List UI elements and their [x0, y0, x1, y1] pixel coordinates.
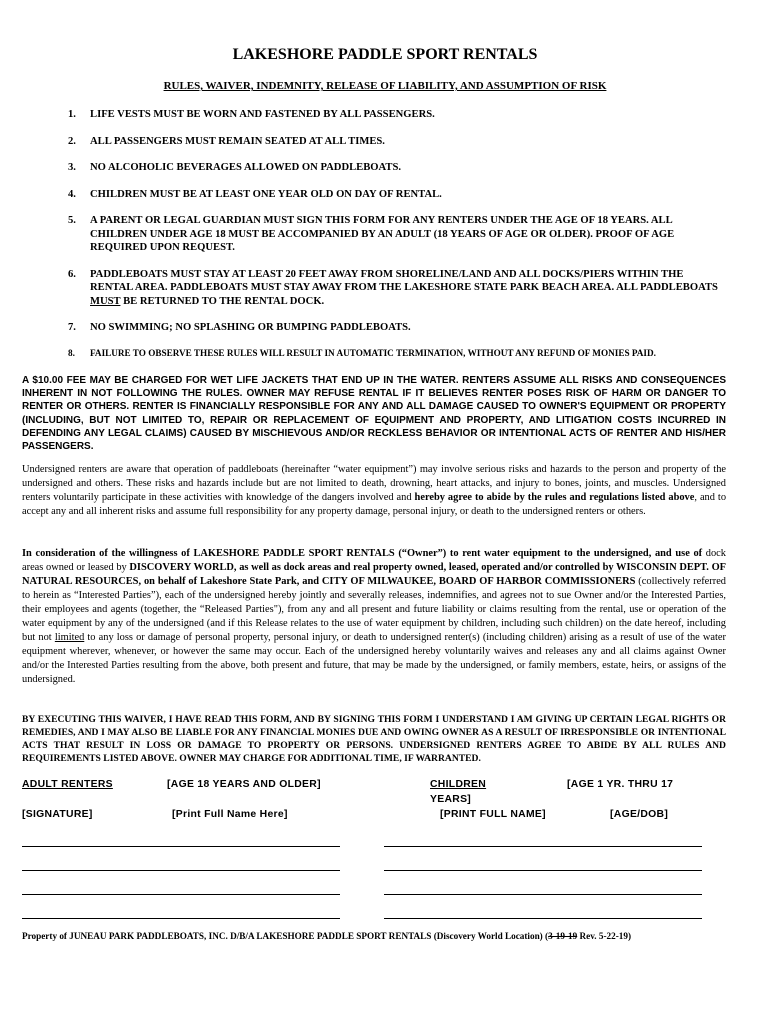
child-signature-line[interactable]	[384, 870, 702, 871]
rules-list	[68, 108, 728, 360]
rule-number: 2.	[68, 135, 76, 147]
rule-number: 4.	[68, 188, 76, 200]
rule-item	[68, 161, 728, 175]
adult-renters-label: ADULT RENTERS	[22, 779, 113, 790]
age-dob-column-label: [AGE/DOB]	[610, 809, 669, 820]
paragraph-text: Undersigned renters are aware that operation of paddleboats (hereinafter “water equipment”) may involve serious risks and hazards to the person and property of the undersigned and others. These risks and hazards include but are not limited to death, drowning, heart attacks, and injury to bones, joints, and muscles. Undersigned renters voluntarily participate in these activities with knowledge of the dangers involved and	[22, 464, 726, 503]
rule-number: 7.	[68, 322, 76, 333]
rule-text-part: BE RETURNED TO THE RENTAL DOCK.	[120, 295, 325, 307]
paragraph-emphasis: DISCOVERY WORLD, as well as dock areas and real property owned, leased, operated and/or controlled by WISCONSIN DEPT. OF NATURAL RESOURCES, on behalf of Lakeshore State Park, and CITY OF MILWAUKEE, BOARD OF HARBOR COMMISSIONERS	[22, 562, 726, 587]
signature-column-label: [SIGNATURE]	[22, 809, 93, 820]
rule-text-emphasis: MUST	[90, 295, 121, 307]
child-name-column-label: [PRINT FULL NAME]	[440, 809, 546, 820]
rule-item	[68, 108, 728, 122]
children-label: CHILDREN	[430, 779, 487, 790]
rule-text	[90, 268, 728, 309]
document-footer	[22, 931, 742, 941]
risk-paragraph	[22, 463, 726, 519]
rule-item	[68, 214, 728, 255]
rule-number: 3.	[68, 162, 76, 173]
rule-text: FAILURE TO OBSERVE THESE RULES WILL RESULT IN AUTOMATIC TERMINATION, WITHOUT ANY REFUND OF MONIES PAID.	[90, 347, 656, 358]
release-paragraph	[22, 547, 726, 687]
rule-number: 1.	[68, 109, 76, 120]
rule-item	[68, 268, 728, 309]
rule-item	[68, 321, 728, 335]
footer-revision: Rev. 5-22-19)	[577, 931, 632, 941]
paragraph-text: , and to accept any and all inherent risks and assume full responsibility for any property damage, personal injury, or death to the undersigned renters or others.	[22, 492, 727, 517]
acknowledgement-paragraph: BY EXECUTING THIS WAIVER, I HAVE READ THIS FORM, AND BY SIGNING THIS FORM I UNDERSTAND I AM GIVING UP CERTAIN LEGAL RIGHTS OR REMEDIES, AND I MAY ALSO BE LIABLE FOR ANY FINANCIAL MONIES DUE AND OWING OWNER AS A RESULT OF IRRESPONSIBLE OR INTENTIONAL ACTS THAT RESULT IN LOSS OR DAMAGE TO PROPERTY OR PERSONS. UNDERSIGNED RENTERS AGREE TO ABIDE BY ALL RULES AND REQUIREMENTS LISTED ABOVE. OWNER MAY CHARGE FOR ADDITIONAL TIME, IF WARRANTED.	[22, 714, 726, 764]
rule-item	[68, 135, 728, 149]
rule-number: 8.	[68, 347, 75, 358]
rule-text: CHILDREN MUST BE AT LEAST ONE YEAR OLD ON DAY OF RENTAL.	[90, 188, 442, 200]
rule-item	[68, 347, 728, 361]
adult-age-label: [AGE 18 YEARS AND OLDER]	[167, 779, 321, 790]
footer-text: Property of JUNEAU PARK PADDLEBOATS, INC. D/B/A LAKESHORE PADDLE SPORT RENTALS (Discovery World Location) (	[22, 931, 549, 941]
rule-text: LIFE VESTS MUST BE WORN AND FASTENED BY ALL PASSENGERS.	[90, 109, 435, 120]
adult-signature-line[interactable]	[22, 918, 340, 919]
print-name-column-label: [Print Full Name Here]	[172, 809, 288, 820]
rule-text: NO ALCOHOLIC BEVERAGES ALLOWED ON PADDLEBOATS.	[90, 162, 402, 173]
rule-text: A PARENT OR LEGAL GUARDIAN MUST SIGN THIS FORM FOR ANY RENTERS UNDER THE AGE OF 18 YEARS. ALL CHILDREN UNDER AGE 18 MUST BE ACCOMPANIED BY AN ADULT (18 YEARS OF AGE OR OLDER). PROOF OF AGE REQUIRED UPON REQUEST.	[90, 215, 675, 253]
rule-text-part: PADDLEBOATS MUST STAY AT LEAST 20 FEET AWAY FROM SHORELINE/LAND AND ALL DOCKS/PIERS WITHIN THE RENTAL AREA. PADDLEBOATS MUST STAY AWAY FROM THE LAKESHORE STATE PARK BEACH AREA. ALL PADDLEBOATS	[90, 268, 718, 293]
child-signature-line[interactable]	[384, 918, 702, 919]
paragraph-text: (collectively referred to herein as “Interested Parties”), each of the undersigned hereby jointly and severally releases, indemnifies, and agrees not to sue Owner and/or the Interested Parties, their employees and agents (together, the “Released Parties"), from any and all present and future liability or claims resulting from the rental, use or operation of the water equipment by any of the undersigned (and if this Release relates to the use of water equipment by children, including such children) on the date hereof, including but not	[22, 576, 727, 643]
child-signature-line[interactable]	[384, 846, 702, 847]
adult-signature-line[interactable]	[22, 870, 340, 871]
footer-struck-date: 3-19-19	[548, 931, 578, 941]
paragraph-text: dock areas owned or leased by	[22, 548, 726, 573]
paragraph-emphasis: hereby agree to abide by the rules and regulations listed above	[414, 492, 695, 503]
child-signature-line[interactable]	[384, 894, 702, 895]
paragraph-emphasis: In consideration of the willingness of LAKESHORE PADDLE SPORT RENTALS (“Owner”) to rent water equipment to the undersigned, and use of	[22, 548, 703, 559]
rule-number: 5.	[68, 215, 76, 226]
paragraph-text: to any loss or damage of personal property, personal injury, or death to undersigned renter(s) (including children) arising as a result of use of the water equipment wherever, whenever, or however the same may occur. Each of the undersigned hereby voluntarily waives and releases any and all claims against Owner and/or the Interested Parties resulting from the above, both present and future, that may be made by the undersigned, or family members, estate, heirs, or assigns of the undersigned.	[22, 632, 726, 685]
document-title: LAKESHORE PADDLE SPORT RENTALS	[232, 46, 538, 63]
fee-notice: A $10.00 FEE MAY BE CHARGED FOR WET LIFE JACKETS THAT END UP IN THE WATER. RENTERS ASSUME ALL RISKS AND CONSEQUENCES INHERENT IN NOT FOLLOWING THE RULES. OWNER MAY REFUSE RENTAL IF IT BELIEVES RENTER POSES RISK OF HARM OR DANGER TO RENTER OR OTHERS. RENTER IS FINANCIALLY RESPONSIBLE FOR ANY AND ALL DAMAGE CAUSED TO OWNER'S EQUIPMENT OR PROPERTY (INCLUDING, BUT NOT LIMITED TO, REPAIR OR REPLACEMENT OF EQUIPMENT AND PROPERTY, AND LITIGATION COSTS INCURRED IN DEFENDING ANY LEGAL CLAIMS) CAUSED BY MISCHIEVOUS AND/OR RECKLESS BEHAVIOR OR INTENTIONAL ACTS OF RENTER AND HIS/HER PASSENGERS.	[22, 375, 726, 453]
document-subtitle: RULES, WAIVER, INDEMNITY, RELEASE OF LIABILITY, AND ASSUMPTION OF RISK	[163, 80, 607, 92]
rule-number: 6.	[68, 268, 76, 280]
children-age-label-cont: YEARS]	[430, 794, 472, 805]
adult-signature-line[interactable]	[22, 894, 340, 895]
rule-text: ALL PASSENGERS MUST REMAIN SEATED AT ALL TIMES.	[90, 135, 385, 147]
children-age-label: [AGE 1 YR. THRU 17	[567, 779, 674, 790]
rule-text: NO SWIMMING; NO SPLASHING OR BUMPING PADDLEBOATS.	[90, 322, 411, 333]
rule-item	[68, 188, 728, 202]
paragraph-underline: limited	[54, 632, 85, 643]
adult-signature-line[interactable]	[22, 846, 340, 847]
